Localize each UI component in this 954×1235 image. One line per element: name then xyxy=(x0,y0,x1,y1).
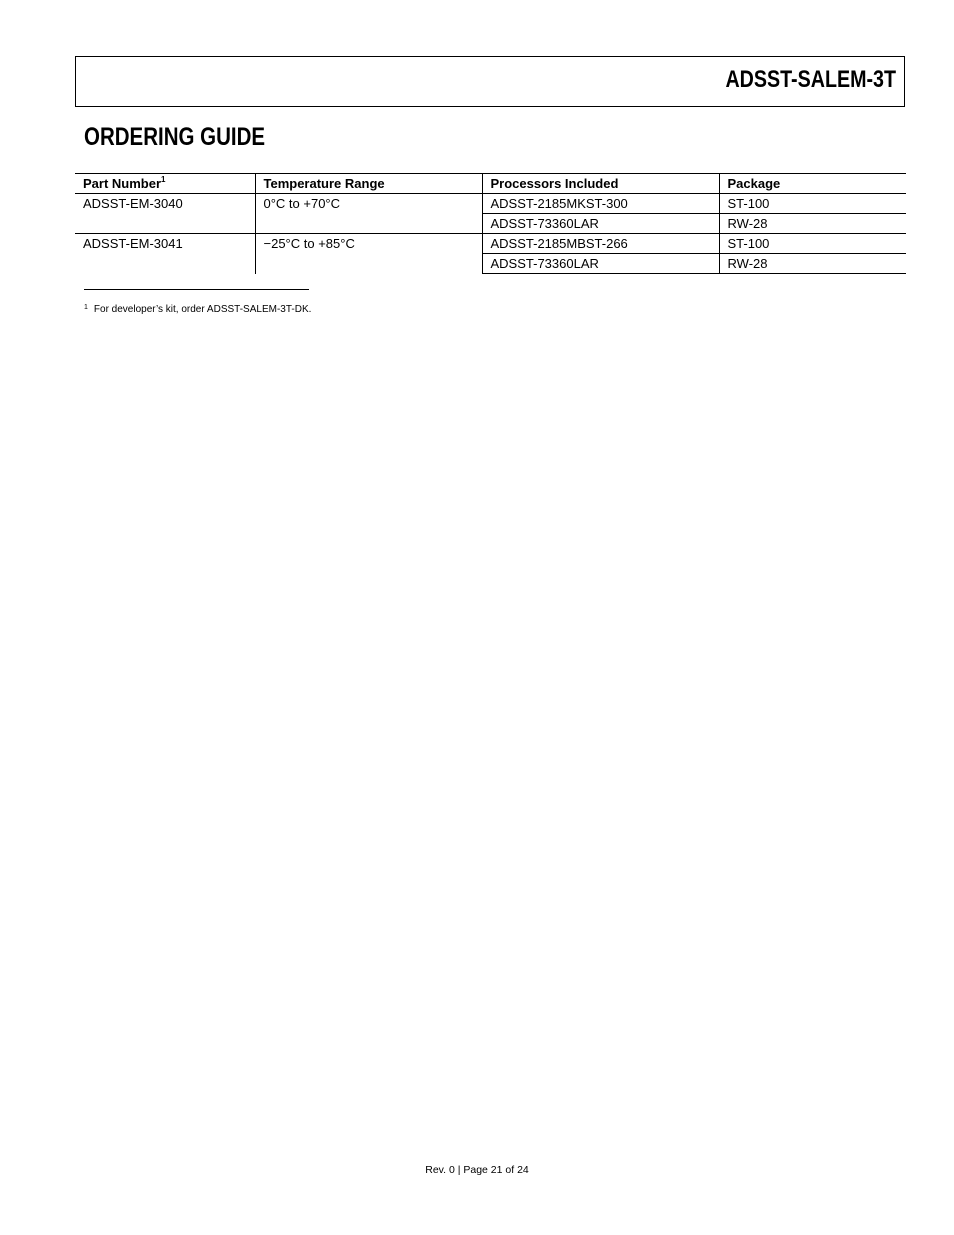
column-header-processors-included: Processors Included xyxy=(482,174,719,194)
cell-package: ST-100 xyxy=(719,194,906,214)
table-row xyxy=(75,234,906,254)
footnote xyxy=(84,304,311,315)
footnote-mark: 1 xyxy=(84,304,88,311)
header-box xyxy=(75,56,905,107)
section-title: ORDERING GUIDE xyxy=(84,123,266,151)
cell-processor: ADSST-2185MBST-266 xyxy=(482,234,719,254)
column-header-package: Package xyxy=(719,174,906,194)
cell-processor: ADSST-73360LAR xyxy=(482,214,719,234)
cell-part-number: ADSST-EM-3041 xyxy=(75,234,255,274)
table-row xyxy=(75,194,906,214)
cell-package: RW-28 xyxy=(719,214,906,234)
footnote-ref: 1 xyxy=(161,174,166,184)
cell-package: RW-28 xyxy=(719,254,906,274)
product-name: ADSST-SALEM-3T xyxy=(725,66,896,93)
table-header-row xyxy=(75,174,906,194)
cell-temperature-range: 0°C to +70°C xyxy=(255,194,482,234)
column-header-temperature-range: Temperature Range xyxy=(255,174,482,194)
column-header-part-number: Part Number$^1$ xyxy=(75,174,255,194)
cell-package: ST-100 xyxy=(719,234,906,254)
page-footer: Rev. 0 | Page 21 of 24 xyxy=(425,1164,529,1176)
cell-temperature-range: −25°C to +85°C xyxy=(255,234,482,274)
footnote-text: For developer’s kit, order ADSST-SALEM-3T-DK. xyxy=(93,304,312,315)
cell-processor: ADSST-2185MKST-300 xyxy=(482,194,719,214)
cell-part-number: ADSST-EM-3040 xyxy=(83,196,183,211)
cell-processor: ADSST-73360LAR xyxy=(482,254,719,274)
ordering-guide-table xyxy=(75,173,906,274)
footnote-divider xyxy=(84,289,309,290)
